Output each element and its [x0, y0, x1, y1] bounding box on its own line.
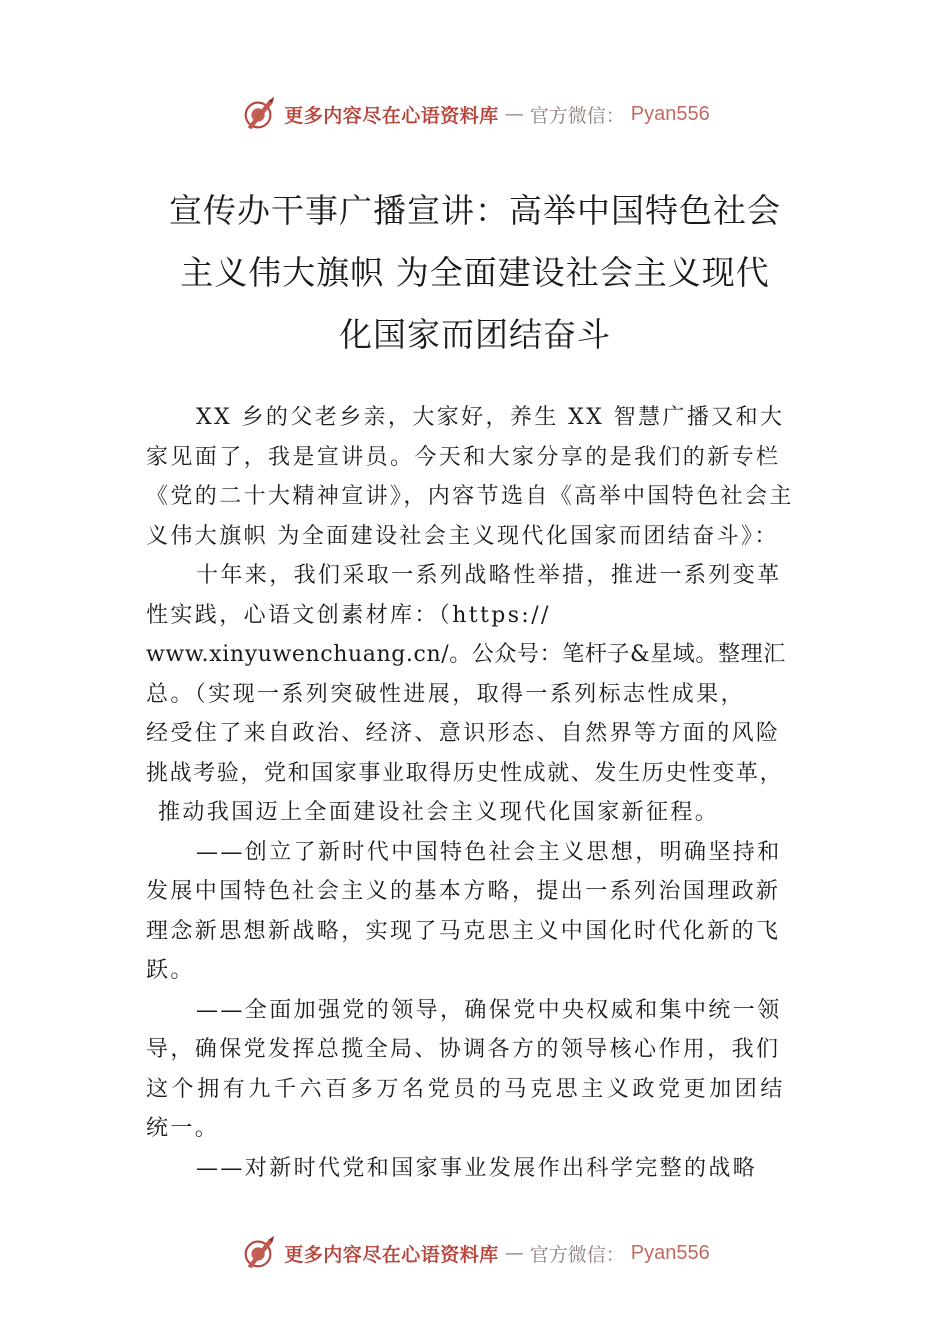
header-banner: [0, 92, 950, 136]
body-line: 家见面了，我是宣讲员。今天和大家分享的是我们的新专栏: [146, 444, 781, 470]
brand-text: 更多内容尽在心语资料库: [284, 1243, 499, 1266]
body-line: ——全面加强党的领导，确保党中央权威和集中统一领: [196, 997, 782, 1023]
title-line-1: 宣传办干事广播宣讲：高举中国特色社会: [169, 191, 781, 230]
wechat-id: Pyan556: [630, 1241, 710, 1264]
body-line: 这个拥有九千六百多万名党员的马克思主义政党更加团结: [146, 1076, 787, 1102]
body-line: 总。（实现一系列突破性进展，取得一系列标志性成果，: [146, 681, 746, 707]
footer-banner: [0, 1231, 950, 1275]
banner-dash: —: [504, 103, 524, 125]
brand-text: 更多内容尽在心语资料库: [284, 104, 499, 127]
body-line: 跃。: [146, 958, 195, 983]
wechat-label: 官方微信：: [529, 104, 625, 127]
body-line: 理念新思想新战略，实现了马克思主义中国化时代化新的飞: [146, 918, 781, 944]
title-line-2: 主义伟大旗帜 为全面建设社会主义现代: [180, 253, 770, 292]
body-line: 统一。: [146, 1116, 220, 1141]
body-line: 《党的二十大精神宣讲》，内容节选自《高举中国特色社会主: [146, 484, 794, 509]
body-line: ——创立了新时代中国特色社会主义思想，明确坚持和: [196, 839, 782, 865]
body-line: 十年来，我们采取一系列战略性举措，推进一系列变革: [196, 563, 782, 588]
title-line-3: 化国家而团结奋斗: [339, 315, 611, 354]
body-line: 经受住了来自政治、经济、意识形态、自然界等方面的风险: [146, 721, 781, 746]
body-line: 导，确保党发挥总揽全局、协调各方的领导核心作用，我们: [146, 1037, 781, 1062]
body-line: 义伟大旗帜 为全面建设社会主义现代化国家而团结奋斗》：: [146, 523, 779, 549]
quill-seal-icon: [240, 95, 278, 133]
banner-dash: —: [504, 1242, 524, 1264]
body-line: www.xinyuwenchuang.cn/。公众号：笔杆子&星域。整理汇: [146, 642, 786, 667]
body-line: XX 乡的父老乡亲，大家好，养生 XX 智慧广播又和大: [196, 405, 785, 430]
body-line: 性实践，心语文创素材库：（https://: [146, 602, 551, 628]
wechat-id: Pyan556: [630, 102, 710, 125]
body-line: ——对新时代党和国家事业发展作出科学完整的战略: [196, 1155, 758, 1181]
body-line: 挑战考验，党和国家事业取得历史性成就、发生历史性变革，: [146, 760, 784, 786]
body-line: 发展中国特色社会主义的基本方略，提出一系列治国理政新: [146, 879, 781, 904]
document-body: [146, 398, 811, 1188]
document-title: [130, 180, 820, 366]
wechat-label: 官方微信：: [529, 1243, 625, 1266]
quill-seal-icon: [240, 1234, 278, 1272]
body-line: 推动我国迈上全面建设社会主义现代化国家新征程。: [158, 800, 720, 825]
